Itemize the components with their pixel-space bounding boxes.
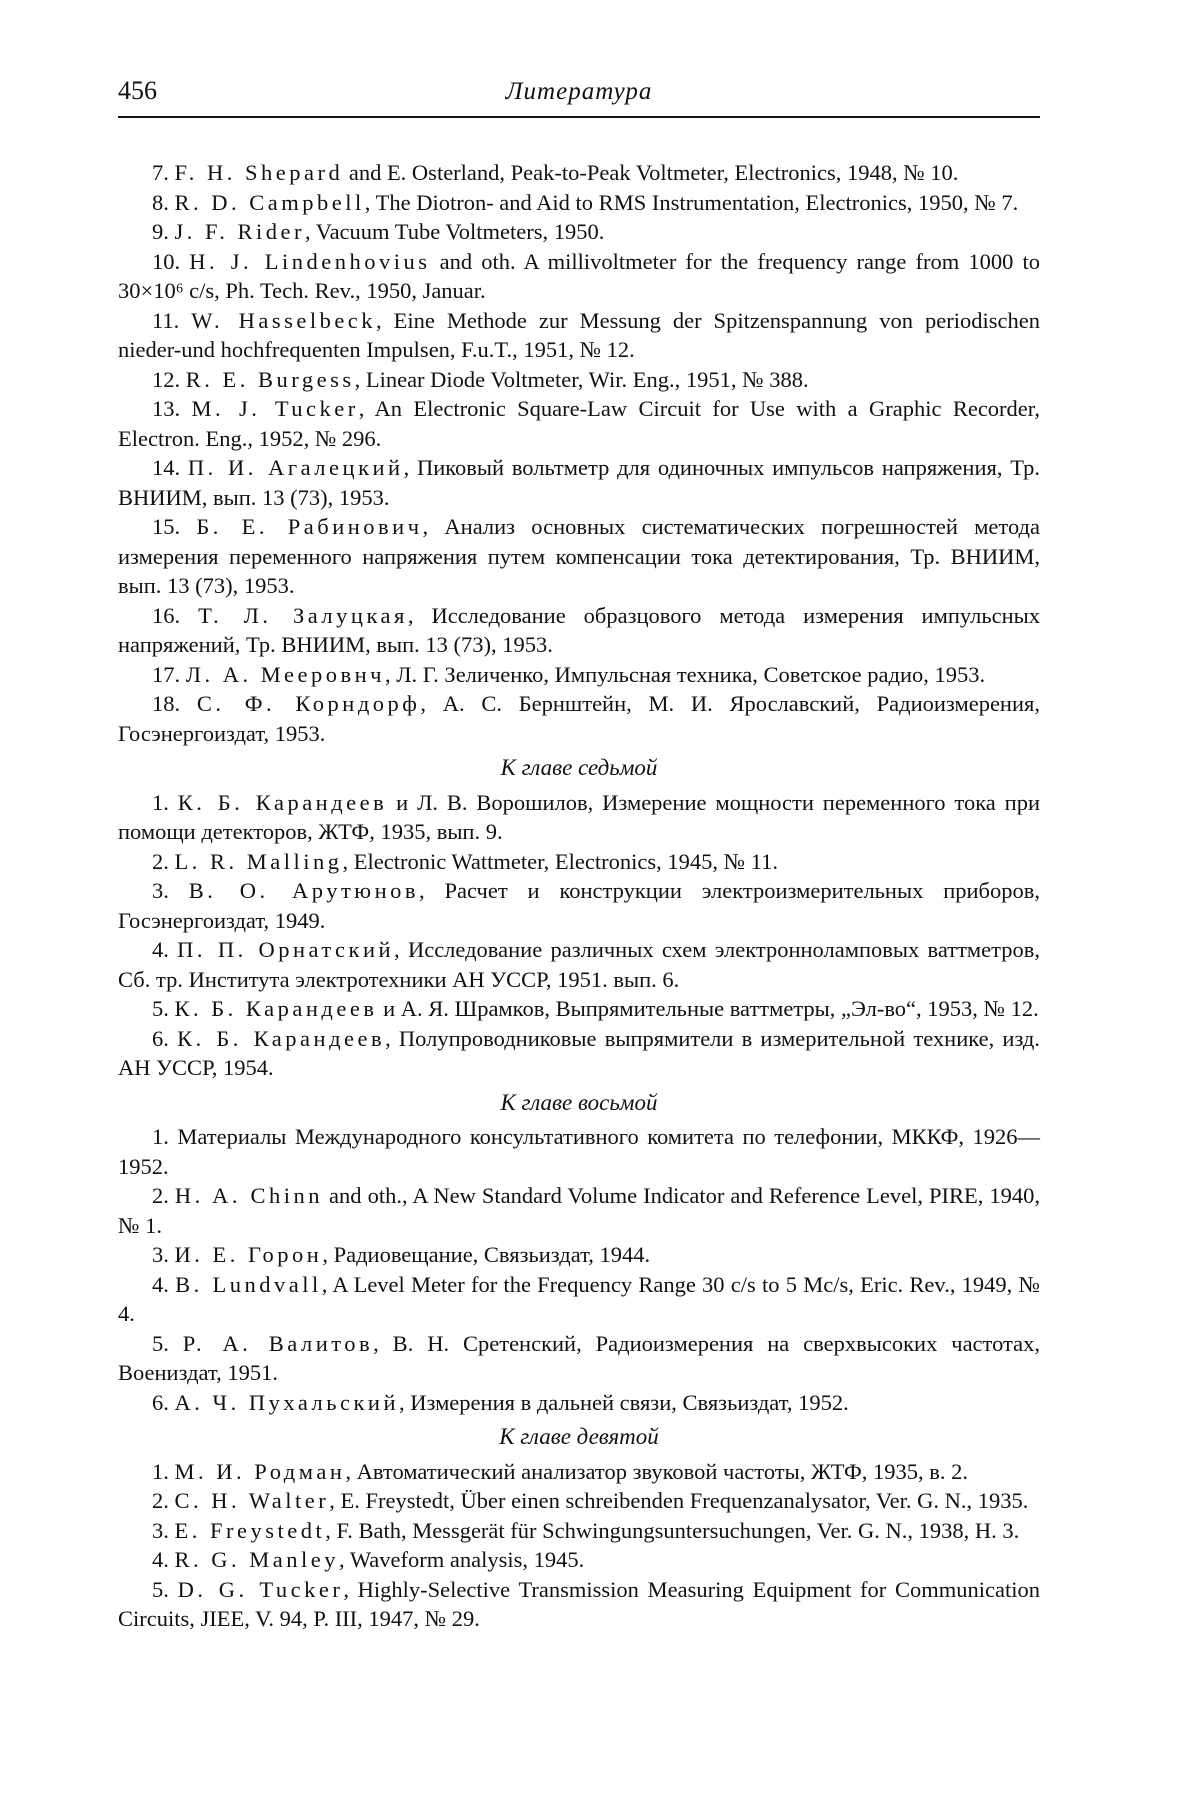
reference-number: 1.	[152, 1458, 169, 1484]
reference-entry	[118, 1329, 1040, 1388]
reference-entry	[118, 660, 1040, 690]
reference-entry	[118, 365, 1040, 395]
reference-author: H. J. Lindenhovius	[189, 248, 431, 274]
reference-text: , Измерения в дальней связи, Связьиздат, 1952.	[399, 1389, 849, 1415]
reference-entry	[118, 1486, 1040, 1516]
reference-number: 9.	[152, 219, 169, 244]
reference-number: 3.	[152, 878, 169, 903]
reference-text: , Исследование различных схем электронноламповых ваттметров, Сб. тр. Института электротехники АН УССР, 1951. вып. 6.	[118, 937, 1040, 992]
reference-author: H. A. Chinn	[174, 1183, 324, 1208]
reference-number: 12.	[152, 366, 181, 392]
reference-number: 6.	[152, 1025, 169, 1051]
reference-author: R. G. Manley	[174, 1547, 339, 1572]
reference-entry	[118, 994, 1040, 1024]
reference-author: J. F. Rider	[174, 219, 305, 244]
reference-author: П. И. Агалецкий	[187, 455, 404, 480]
reference-entry	[118, 1575, 1040, 1634]
reference-text: , A Level Meter for the Frequency Range 30 c/s to 5 Mc/s, Eric. Rev., 1949, № 4.	[118, 1271, 1040, 1326]
reference-text: , The Diotron- and Aid to RMS Instrumentation, Electronics, 1950, № 7.	[364, 189, 1019, 215]
section-heading: К главе седьмой	[500, 755, 658, 780]
reference-author: П. П. Орнатский	[177, 937, 395, 962]
reference-entry	[118, 217, 1040, 247]
reference-author: F. H. Shepard	[174, 160, 344, 185]
reference-author: R. D. Campbell	[174, 189, 365, 215]
reference-entry	[118, 935, 1040, 994]
reference-number: 3.	[152, 1517, 169, 1543]
reference-author: D. G. Tucker	[177, 1576, 344, 1602]
reference-entry	[118, 1240, 1040, 1270]
reference-text: и Л. В. Ворошилов, Измерение мощности переменного тока при помощи детекторов, ЖТФ, 1935, вып. 9.	[118, 789, 1041, 844]
reference-number: 4.	[152, 937, 169, 962]
reference-author: Р. А. Валитов	[182, 1330, 374, 1356]
reference-text: , E. Freystedt, Über einen schreibenden Frequenzanalysator, Ver. G. N., 1935.	[329, 1488, 1029, 1513]
reference-number: 8.	[152, 189, 169, 215]
reference-entry	[118, 788, 1040, 847]
section-heading: К главе восьмой	[500, 1089, 658, 1115]
reference-text: , Eine Methode zur Messung der Spitzenspannung von periodischen nieder-und hochfrequenten Impulsen, F.u.T., 1951, № 12.	[118, 307, 1040, 362]
reference-author: К. Б. Карандеев	[174, 996, 378, 1021]
reference-author: Б. Е. Рабинович	[196, 514, 423, 539]
reference-list	[118, 158, 1040, 748]
reference-text: , Расчет и конструкции электроизмерительных приборов, Госэнергоиздат, 1949.	[118, 878, 1040, 933]
reference-text: Материалы Международного консультативного комитета по телефонии, МККФ, 1926—1952.	[118, 1124, 1041, 1179]
reference-author: L. R. Malling	[174, 848, 343, 874]
reference-number: 16.	[152, 602, 181, 628]
bibliography	[118, 158, 1040, 1634]
reference-author: M. J. Tucker	[191, 396, 359, 421]
reference-number: 14.	[152, 455, 181, 480]
reference-number: 1.	[152, 789, 169, 815]
reference-entry	[118, 601, 1040, 660]
reference-text: and oth., A New Standard Volume Indicator and Reference Level, PIRE, 1940, № 1.	[118, 1183, 1041, 1238]
reference-number: 18.	[152, 691, 181, 716]
reference-number: 17.	[152, 661, 181, 687]
reference-number: 15.	[152, 514, 181, 539]
reference-entry	[118, 847, 1040, 877]
reference-entry	[118, 247, 1040, 306]
reference-text: , Полупроводниковые выпрямители в измерительной технике, изд. АН УССР, 1954.	[118, 1025, 1040, 1080]
reference-entry	[118, 1024, 1040, 1083]
reference-text: , F. Bath, Messgerät für Schwingungsuntersuchungen, Ver. G. N., 1938, H. 3.	[325, 1517, 1020, 1543]
reference-author: B. Lundvall	[175, 1271, 322, 1297]
reference-text: , Пиковый вольтметр для одиночных импульсов напряжения, Тр. ВНИИМ, вып. 13 (73), 1953.	[118, 455, 1040, 510]
reference-number: 5.	[152, 996, 169, 1021]
reference-list	[118, 1122, 1040, 1417]
reference-number: 5.	[152, 1576, 169, 1602]
reference-entry	[118, 689, 1040, 748]
reference-text: and oth. A millivoltmeter for the frequency range from 1000 to 30×10⁶ c/s, Ph. Tech. Rev., 1950, Januar.	[118, 248, 1041, 303]
reference-author: C. H. Walter	[174, 1488, 330, 1513]
reference-author: С. Ф. Корндорф	[196, 691, 421, 716]
reference-text: and E. Osterland, Peak-to-Peak Voltmeter, Electronics, 1948, № 10.	[343, 160, 959, 185]
reference-author: К. Б. Карандеев	[177, 789, 388, 815]
reference-text: , Highly-Selective Transmission Measuring Equipment for Communication Circuits, JIEE, V. 94, P. III, 1947, № 29.	[118, 1576, 1040, 1631]
reference-author: Л. А. Мееровнч	[185, 661, 385, 687]
reference-text: , Автоматический анализатор звуковой частоты, ЖТФ, 1935, в. 2.	[345, 1458, 969, 1484]
reference-entry	[118, 1270, 1040, 1329]
reference-text: , Linear Diode Voltmeter, Wir. Eng., 1951, № 388.	[354, 366, 809, 392]
reference-entry	[118, 306, 1040, 365]
reference-entry	[118, 453, 1040, 512]
reference-text: , Радиовещание, Связьиздат, 1944.	[322, 1242, 651, 1267]
reference-entry	[118, 1388, 1040, 1418]
reference-text: , Vacuum Tube Voltmeters, 1950.	[304, 219, 605, 244]
reference-number: 4.	[152, 1271, 169, 1297]
reference-author: К. Б. Карандеев	[177, 1025, 386, 1051]
reference-number: 1.	[152, 1124, 169, 1149]
reference-entry	[118, 1545, 1040, 1575]
reference-number: 10.	[152, 248, 181, 274]
reference-text: , Electronic Wattmeter, Electronics, 1945, № 11.	[342, 848, 778, 874]
reference-author: R. E. Burgess	[185, 366, 355, 392]
reference-author: М. И. Родман	[174, 1458, 346, 1484]
reference-entry	[118, 1181, 1040, 1240]
reference-entry	[118, 876, 1040, 935]
reference-author: W. Hasselbeck	[191, 307, 377, 333]
reference-list	[118, 788, 1040, 1083]
reference-author: Т. Л. Залуцкая	[198, 602, 408, 628]
reference-number: 4.	[152, 1547, 169, 1572]
reference-author: И. Е. Горон	[174, 1242, 323, 1267]
reference-number: 2.	[152, 1183, 169, 1208]
reference-text: , Waveform analysis, 1945.	[339, 1547, 585, 1572]
reference-entry	[118, 1457, 1040, 1487]
reference-text: , А. С. Бернштейн, М. И. Ярославский, Радиоизмерения, Госэнергоиздат, 1953.	[118, 691, 1040, 746]
reference-entry	[118, 394, 1040, 453]
reference-entry	[118, 1122, 1040, 1181]
reference-author: E. Freystedt	[174, 1517, 326, 1543]
reference-entry	[118, 1516, 1040, 1546]
page-number: 456	[118, 76, 157, 105]
reference-number: 13.	[152, 396, 181, 421]
reference-number: 11.	[152, 307, 180, 333]
reference-entry	[118, 188, 1040, 218]
reference-number: 2.	[152, 848, 169, 874]
reference-number: 7.	[152, 160, 169, 185]
reference-text: и А. Я. Шрамков, Выпрямительные ваттметры, „Эл-во“, 1953, № 12.	[377, 996, 1039, 1021]
reference-entry	[118, 158, 1040, 188]
running-title: Литература	[505, 78, 653, 105]
reference-author: В. О. Арутюнов	[188, 878, 420, 903]
reference-number: 2.	[152, 1488, 169, 1513]
reference-entry	[118, 512, 1040, 601]
reference-list	[118, 1457, 1040, 1634]
reference-text: , В. Н. Сретенский, Радиоизмерения на сверхвысоких частотах, Воениздат, 1951.	[118, 1330, 1040, 1385]
reference-text: , Исследование образцового метода измерения импульсных напряжений, Тр. ВНИИМ, вып. 13 (73), 1953.	[118, 602, 1040, 657]
reference-text: , An Electronic Square-Law Circuit for Use with a Graphic Recorder, Electron. Eng., 1952, № 296.	[118, 396, 1040, 451]
reference-number: 6.	[152, 1389, 169, 1415]
reference-number: 5.	[152, 1330, 169, 1356]
reference-author: А. Ч. Пухальский	[174, 1389, 399, 1415]
reference-text: , Анализ основных систематических погрешностей метода измерения переменного напряжения путем компенсации тока детектирования, Тр. ВНИИМ, вып. 13 (73), 1953.	[118, 514, 1040, 598]
reference-number: 3.	[152, 1242, 169, 1267]
page-header	[118, 70, 1040, 118]
reference-text: , Л. Г. Зеличенко, Импульсная техника, Советское радио, 1953.	[384, 661, 986, 687]
section-heading: К главе девятой	[499, 1424, 659, 1449]
